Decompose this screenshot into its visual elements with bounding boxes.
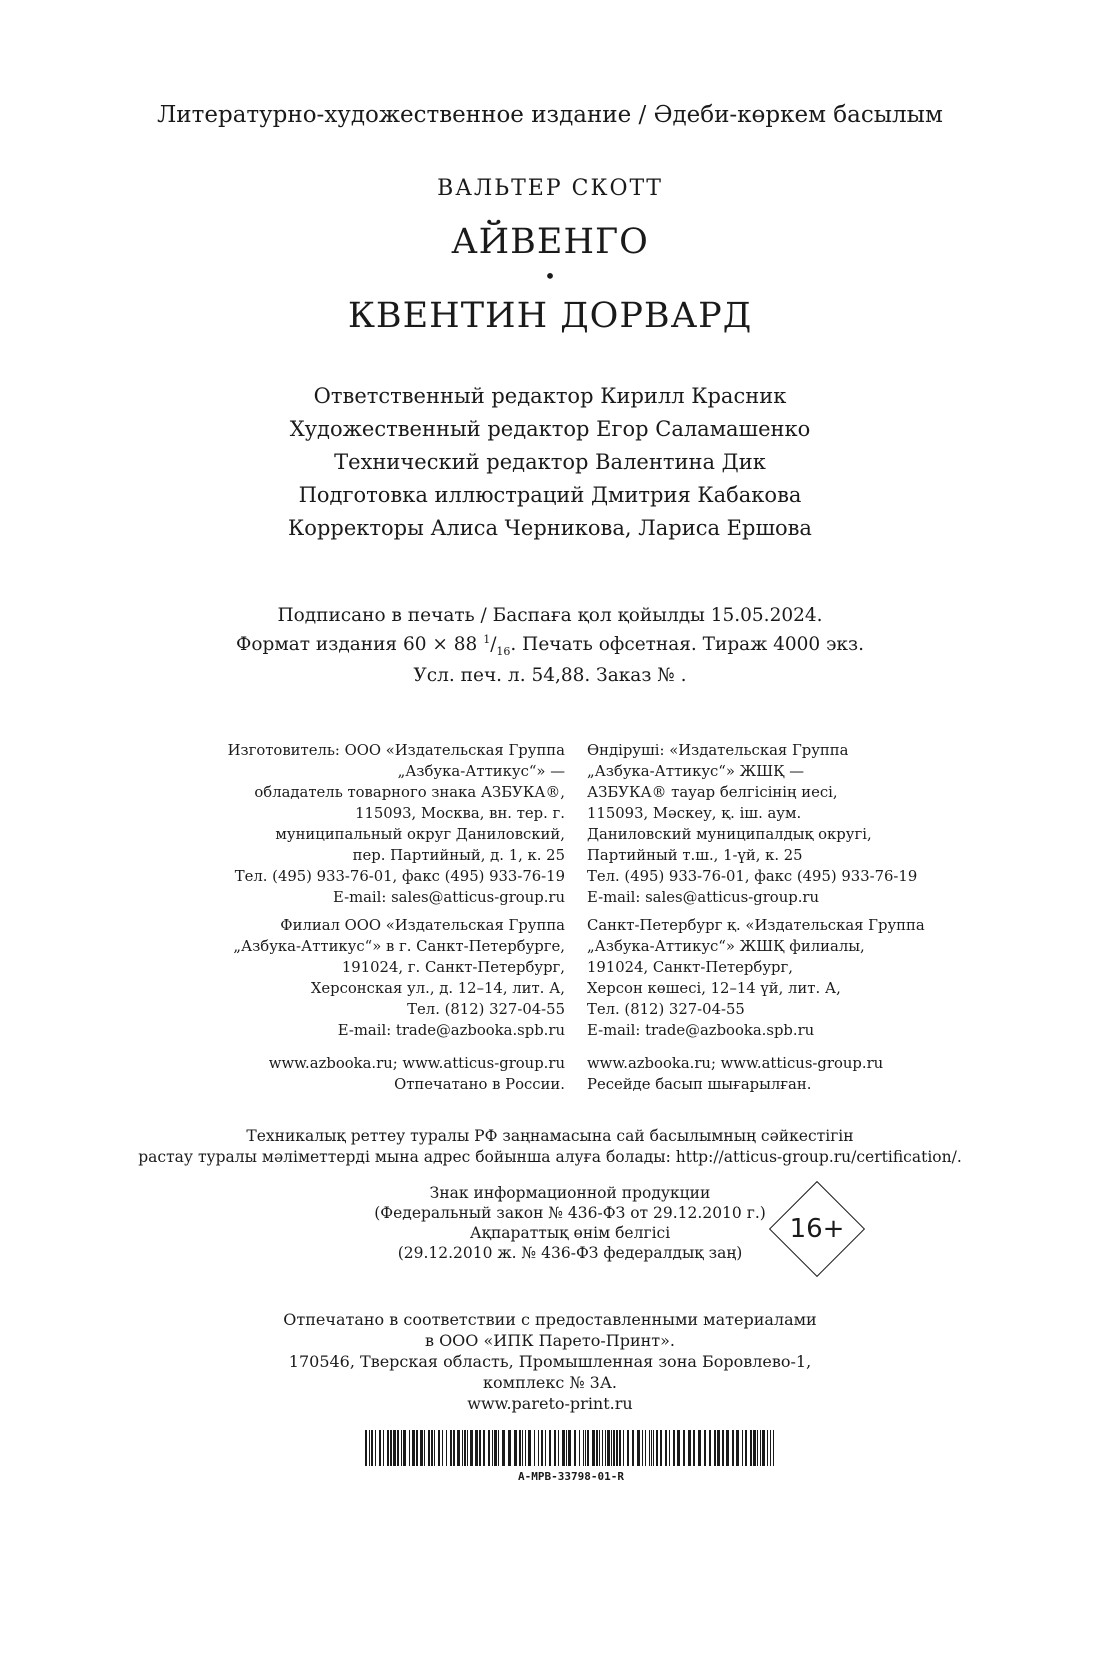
sign-line: Ақпараттық өнім белгісі — [469, 1224, 671, 1242]
barcode-bar — [492, 1430, 493, 1466]
barcode-bar — [371, 1430, 373, 1466]
barcode-bar — [665, 1430, 667, 1466]
barcode-bar — [519, 1430, 521, 1466]
barcode-bar — [508, 1430, 511, 1466]
barcode-bar — [693, 1430, 695, 1466]
barcode-bar — [475, 1430, 478, 1466]
barcode-bar — [562, 1430, 565, 1466]
credit-line: Подготовка иллюстраций Дмитрия Кабакова — [298, 483, 802, 507]
barcode-bar — [412, 1430, 415, 1466]
barcode-bar — [369, 1430, 370, 1466]
barcode-bar — [457, 1430, 460, 1466]
age-rating-badge — [769, 1181, 865, 1277]
publication-info — [0, 604, 1100, 688]
barcode-bar — [434, 1430, 435, 1466]
barcode-bar — [605, 1430, 606, 1466]
barcode-bars — [361, 1430, 781, 1468]
imprint-line: Филиал ООО «Издательская Группа — [280, 917, 565, 934]
barcode-bar — [773, 1430, 774, 1466]
imprint-line: Өндіруші: «Издательская Группа — [587, 742, 849, 759]
book-title-1: АЙВЕНГО — [451, 222, 649, 262]
barcode-bar — [613, 1430, 615, 1466]
manufacturer-kz-web — [587, 1053, 967, 1095]
credit-line: Корректоры Алиса Черникова, Лариса Ершова — [288, 516, 812, 540]
barcode-bar — [450, 1430, 452, 1466]
barcode-bar — [753, 1430, 756, 1466]
barcode-bar — [669, 1430, 670, 1466]
barcode-bar — [379, 1430, 381, 1466]
barcode-bar — [627, 1430, 629, 1466]
barcode-bar — [522, 1430, 523, 1466]
barcode-bar — [424, 1430, 425, 1466]
barcode-bar — [762, 1430, 765, 1466]
imprint-line: обладатель товарного знака АЗБУКА®, — [254, 784, 565, 801]
tech-regulation-note — [0, 1126, 1100, 1168]
barcode-bar — [767, 1430, 768, 1466]
credits-block — [0, 380, 1100, 545]
manufacturer-ru-web — [205, 1053, 565, 1095]
barcode-bar — [619, 1430, 621, 1466]
imprint-line: Партийный т.ш., 1-үй, к. 25 — [587, 847, 803, 864]
imprint-line: 191024, Санкт-Петербург, — [587, 959, 793, 976]
imprint-line: Херсон көшесі, 12–14 үй, лит. А, — [587, 980, 841, 997]
book-title-2: КВЕНТИН ДОРВАРД — [347, 296, 753, 336]
barcode-bar — [770, 1430, 771, 1466]
barcode-bar — [428, 1430, 430, 1466]
imprint-line: www.azbooka.ru; www.atticus-group.ru — [587, 1055, 884, 1072]
imprint-line: Тел. (495) 933-76-01, факс (495) 933-76-19 — [587, 868, 918, 885]
manufacturer-ru — [205, 740, 565, 1095]
imprint-line: „Азбука-Аттикус“» ЖШҚ филиалы, — [587, 938, 865, 955]
manufacturer-kz-main — [587, 740, 967, 908]
barcode-bar — [438, 1430, 440, 1466]
barcode-bar — [645, 1430, 646, 1466]
barcode-bar — [592, 1430, 595, 1466]
barcode-bar — [653, 1430, 654, 1466]
barcode-bar — [574, 1430, 576, 1466]
barcode-bar — [541, 1430, 543, 1466]
barcode-bar — [583, 1430, 584, 1466]
barcode-bar — [502, 1430, 505, 1466]
sign-line: (29.12.2010 ж. № 436-ФЗ федералдық заң) — [397, 1244, 743, 1262]
barcode-bar — [549, 1430, 551, 1466]
barcode-bar — [607, 1430, 610, 1466]
barcode-bar — [566, 1430, 567, 1466]
manufacturer-kz — [587, 740, 967, 1095]
barcode-bar — [420, 1430, 423, 1466]
barcode-bar — [677, 1430, 680, 1466]
imprint-line: Тел. (812) 327-04-55 — [407, 1001, 565, 1018]
barcode-bar — [397, 1430, 399, 1466]
tech-line: растау туралы мәліметтерді мына адрес бойынша алуға болады: http://atticus-group.ru/certification/. — [138, 1148, 962, 1166]
imprint-line: „Азбука-Аттикус“» ЖШҚ — — [587, 763, 805, 780]
barcode-bar — [709, 1430, 711, 1466]
manufacturer-ru-main — [205, 740, 565, 908]
title-separator: • — [544, 264, 556, 288]
manufacturer-kz-branch — [587, 915, 967, 1041]
imprint-line: Ресейде басып шығарылған. — [587, 1076, 812, 1093]
barcode-bar — [602, 1430, 603, 1466]
imprint-line: Даниловский муниципалдық округі, — [587, 826, 872, 843]
tech-line: Техникалық реттеу туралы РФ заңнамасына сай басылымның сәйкестігін — [246, 1127, 854, 1145]
imprint-line: АЗБУКА® тауар белгісінің иесі, — [587, 784, 838, 801]
barcode-bar — [637, 1430, 640, 1466]
barcode-bar — [698, 1430, 701, 1466]
sign-line: Знак информационной продукции — [429, 1184, 711, 1202]
barcode-bar — [683, 1430, 685, 1466]
age-rating-label: 16+ — [789, 1214, 845, 1244]
barcode-bar — [453, 1430, 455, 1466]
barcode-bar — [585, 1430, 586, 1466]
barcode-bar — [442, 1430, 443, 1466]
barcode-code: A-MPB-33798-01-R — [518, 1470, 624, 1483]
barcode-bar — [401, 1430, 402, 1466]
barcode-bar — [750, 1430, 752, 1466]
barcode-bar — [375, 1430, 376, 1466]
barcode-bar — [409, 1430, 410, 1466]
barcode-bar — [534, 1430, 535, 1466]
imprint-line: 191024, г. Санкт-Петербург, — [341, 959, 565, 976]
printer-line: 170546, Тверская область, Промышленная зона Боровлево-1, — [288, 1352, 812, 1371]
credit-line: Ответственный редактор Кирилл Красник — [313, 384, 787, 408]
format-slash: / — [490, 634, 497, 656]
barcode-bar — [587, 1430, 589, 1466]
barcode-bar — [726, 1430, 729, 1466]
imprint-line: E-mail: trade@azbooka.spb.ru — [587, 1022, 815, 1039]
barcode-bar — [722, 1430, 724, 1466]
format-prefix: Формат издания 60 × 88 — [236, 634, 484, 656]
imprint-line: Санкт-Петербург қ. «Издательская Группа — [587, 917, 925, 934]
barcode-bar — [387, 1430, 389, 1466]
imprint-line: Изготовитель: ООО «Издательская Группа — [227, 742, 565, 759]
barcode-bar — [623, 1430, 624, 1466]
printer-info — [0, 1309, 1100, 1414]
barcode-bar — [649, 1430, 650, 1466]
credit-line: Технический редактор Валентина Дик — [334, 450, 766, 474]
barcode-bar — [416, 1430, 418, 1466]
barcode-bar — [479, 1430, 481, 1466]
barcode-bar — [545, 1430, 546, 1466]
imprint-line: Тел. (495) 933-76-01, факс (495) 933-76-19 — [234, 868, 565, 885]
barcode-bar — [616, 1430, 618, 1466]
barcode-bar — [558, 1430, 559, 1466]
imprint-line: муниципальный округ Даниловский, — [275, 826, 565, 843]
barcode-bar — [599, 1430, 600, 1466]
imprint-line: Тел. (812) 327-04-55 — [587, 1001, 745, 1018]
imprint-line: Отпечатано в России. — [394, 1076, 565, 1093]
barcode-bar — [742, 1430, 743, 1466]
barcode-bar — [383, 1430, 384, 1466]
barcode-bar — [494, 1430, 497, 1466]
barcode-bar — [704, 1430, 706, 1466]
imprint-line: 115093, Мәскеу, қ. іш. аум. — [587, 805, 802, 822]
barcode-bar — [568, 1430, 571, 1466]
barcode-bar — [365, 1430, 367, 1466]
barcode-bar — [736, 1430, 739, 1466]
barcode-bar — [431, 1430, 433, 1466]
credit-line: Художественный редактор Егор Саламашенко — [289, 417, 811, 441]
barcode-bar — [596, 1430, 598, 1466]
printer-line: www.pareto-print.ru — [467, 1394, 633, 1413]
printer-line: в ООО «ИПК Парето-Принт». — [424, 1331, 676, 1350]
barcode-bar — [656, 1430, 658, 1466]
barcode-bar — [390, 1430, 392, 1466]
barcode-bar — [525, 1430, 526, 1466]
imprint-line: 115093, Москва, вн. тер. г. — [355, 805, 565, 822]
format-denominator: 16 — [496, 644, 511, 658]
format-line — [0, 628, 1100, 664]
barcode-bar — [470, 1430, 473, 1466]
imprint-line: Херсонская ул., д. 12–14, лит. А, — [310, 980, 565, 997]
edition-line: Литературно-художественное издание / Әдеби-көркем басылым — [157, 102, 943, 128]
barcode-bar — [498, 1430, 499, 1466]
barcode-bar — [393, 1430, 396, 1466]
barcode-bar — [462, 1430, 463, 1466]
sign-line: (Федеральный закон № 436-ФЗ от 29.12.2010 г.) — [374, 1204, 766, 1222]
barcode-bar — [538, 1430, 539, 1466]
barcode-bar — [467, 1430, 468, 1466]
barcode-bar — [757, 1430, 758, 1466]
format-suffix: . Печать офсетная. Тираж 4000 экз. — [510, 634, 864, 656]
barcode-bar — [673, 1430, 675, 1466]
signed-line: Подписано в печать / Баспаға қол қойылды 15.05.2024. — [277, 605, 823, 626]
barcode-bar — [554, 1430, 556, 1466]
barcode-bar — [488, 1430, 490, 1466]
imprint-line: www.azbooka.ru; www.atticus-group.ru — [268, 1055, 565, 1072]
imprint-line: пер. Партийный, д. 1, к. 25 — [352, 847, 565, 864]
barcode-bar — [660, 1430, 662, 1466]
barcode-bar — [464, 1430, 466, 1466]
barcode-bar — [611, 1430, 612, 1466]
barcode-bar — [632, 1430, 634, 1466]
barcode-bar — [528, 1430, 531, 1466]
imprint-line: E-mail: sales@atticus-group.ru — [587, 889, 819, 906]
barcode-bar — [514, 1430, 517, 1466]
order-line: Усл. печ. л. 54,88. Заказ № . — [413, 664, 687, 686]
barcode — [361, 1430, 781, 1490]
printer-line: Отпечатано в соответствии с предоставленными материалами — [283, 1310, 817, 1329]
barcode-bar — [745, 1430, 747, 1466]
barcode-bar — [579, 1430, 580, 1466]
author-name: ВАЛЬТЕР СКОТТ — [437, 176, 663, 201]
barcode-bar — [717, 1430, 720, 1466]
barcode-bar — [642, 1430, 643, 1466]
imprint-line: „Азбука-Аттикус“» — — [397, 763, 565, 780]
barcode-bar — [403, 1430, 406, 1466]
printer-line: комплекс № 3А. — [482, 1373, 618, 1392]
barcode-bar — [688, 1430, 691, 1466]
imprint-line: „Азбука-Аттикус“» в г. Санкт-Петербурге, — [233, 938, 565, 955]
barcode-bar — [651, 1430, 652, 1466]
info-product-sign — [370, 1183, 770, 1263]
imprint-line: E-mail: trade@azbooka.spb.ru — [337, 1022, 565, 1039]
barcode-bar — [446, 1430, 447, 1466]
format-numerator: 1 — [483, 633, 491, 646]
barcode-bar — [760, 1430, 761, 1466]
manufacturer-ru-branch — [205, 915, 565, 1041]
barcode-bar — [732, 1430, 734, 1466]
imprint-line: E-mail: sales@atticus-group.ru — [333, 889, 565, 906]
barcode-bar — [714, 1430, 716, 1466]
barcode-bar — [483, 1430, 485, 1466]
